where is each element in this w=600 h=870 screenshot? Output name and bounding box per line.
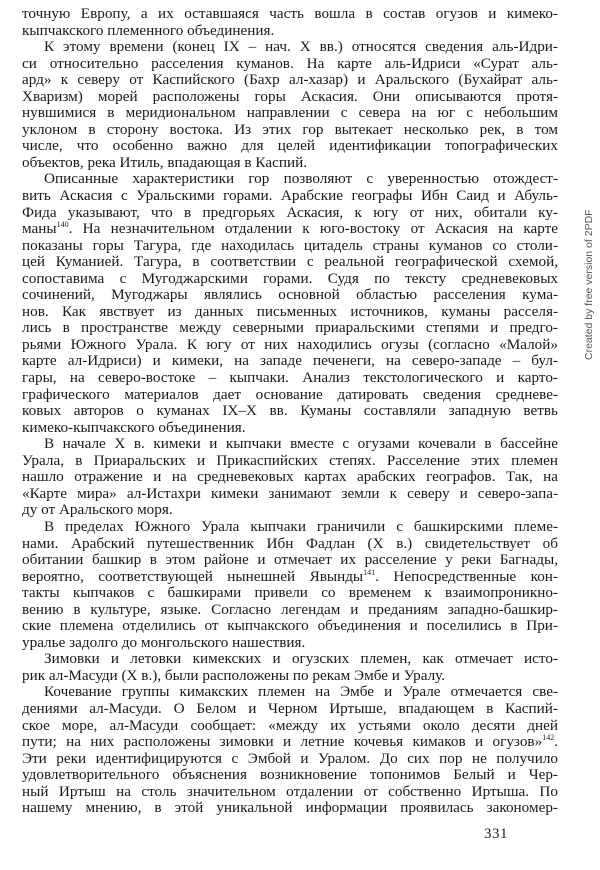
text-line <box>22 751 558 768</box>
text-line <box>22 6 558 23</box>
line-text: Зимовки и летовки кимекских и огузских племен, как отмечает исто- <box>44 650 558 668</box>
text-line <box>22 602 558 619</box>
line-text: К этому времени (конец IX – нач. X вв.) относятся сведения аль-Идри- <box>44 38 558 56</box>
text-body <box>22 6 558 817</box>
line-text: точную Европу, а их оставшаяся часть вошла в состав огузов и кимеко- <box>22 5 558 22</box>
line-text-continuation: . На незначительном отдалении к юго-востоку от Аскасия на карте <box>68 220 558 238</box>
line-text: такты кыпчаков с башкирами привели со временем к взаимопроникно- <box>22 584 558 602</box>
line-text: пути; на них расположены зимовки и летние кочевья кимаков и огузов» <box>22 733 543 751</box>
text-line <box>22 453 558 470</box>
text-line <box>22 701 558 718</box>
footnote-reference: 141 <box>363 567 376 577</box>
text-line <box>22 271 558 288</box>
text-line <box>22 353 558 370</box>
line-text: лись в пространстве между северными приаральскими степями и предго- <box>22 319 558 337</box>
line-text: рик ал-Масуди (X в.), были расположены по рекам Эмбе и Уралу. <box>22 666 446 684</box>
watermark-text: Created by free version of 2PDF <box>583 209 595 360</box>
text-line <box>22 635 558 652</box>
line-text: показаны горы Тагура, где находилась цитадель страны куманов со столи- <box>22 236 558 254</box>
line-text: ард» к северу от Каспийского (Бахр ал-хазар) и Аральского (Бухайрат аль- <box>22 71 558 89</box>
line-text: дениями ал-Масуди. О Белом и Черном Иртыше, впадающем в Каспий- <box>22 699 558 717</box>
text-line <box>22 23 558 40</box>
line-text: Эти реки идентифицируются с Эмбой и Уралом. До сих пор не получило <box>22 749 558 767</box>
line-text: рьями Южного Урала. К югу от них находились огузы (согласно «Малой» <box>22 335 558 353</box>
text-line <box>22 569 558 586</box>
text-line <box>22 254 558 271</box>
line-text: удовлетворительного объяснения возникновение топонимов Белый и Чер- <box>22 766 558 784</box>
text-line <box>22 304 558 321</box>
text-line <box>22 734 558 751</box>
text-line <box>22 337 558 354</box>
line-text: В пределах Южного Урала кыпчаки граничили с башкирскими племе- <box>44 517 558 535</box>
line-text: уралье задолго до монгольского нашествия. <box>22 633 306 651</box>
line-text-continuation: . <box>554 733 558 751</box>
line-text: ный Иртыш на столь значительном отдалении от собственно Иртыша. По <box>22 782 558 800</box>
text-line <box>22 519 558 536</box>
text-line <box>22 668 558 685</box>
line-text: В начале X в. кимеки и кыпчаки вместе с огузами кочевали в бассейне <box>44 435 558 453</box>
line-text: си относительно расселения куманов. На карте аль-Идриси «Сурат аль- <box>22 54 558 72</box>
line-text: нувшимися в меридиональном направлении с севера на юг с небольшим <box>22 104 558 122</box>
line-text: вению в культуре, языке. Согласно легендам и преданиям западно-башкир- <box>22 600 558 618</box>
line-text: объектов, река Итиль, впадающая в Каспий. <box>22 153 307 171</box>
line-text: кимеко-кыпчакского объединения. <box>22 418 246 436</box>
line-text: нашло отражение и на средневековых картах арабских географов. Так, на <box>22 468 558 486</box>
line-text: ду от Аральского моря. <box>22 501 173 519</box>
text-line <box>22 502 558 519</box>
text-line <box>22 800 558 817</box>
text-line <box>22 105 558 122</box>
page-number: 331 <box>484 826 508 842</box>
text-line <box>22 767 558 784</box>
line-text: сопоставима с Мугоджарскими горами. Судя по тексту средневековых <box>22 269 558 287</box>
line-text: уклоном в сторону востока. Из этих гор вытекает несколько рек, в том <box>22 120 558 138</box>
text-line <box>22 403 558 420</box>
text-line <box>22 155 558 172</box>
text-line <box>22 89 558 106</box>
text-line <box>22 718 558 735</box>
line-text: Фида указывают, что в предгорьях Аскасия, к югу от них, обитали ку- <box>22 203 558 221</box>
line-text: вить Аскасия с Уральскими горами. Арабские географы Ибн Саид и Абуль- <box>22 187 558 205</box>
text-line <box>22 320 558 337</box>
text-line <box>22 536 558 553</box>
line-text: сочинений, Мугоджары являлись основной областью расселения кума- <box>22 286 558 304</box>
text-line <box>22 469 558 486</box>
text-line <box>22 171 558 188</box>
line-text: нов. Как явствует из данных письменных источников, куманы расселя- <box>22 302 558 320</box>
line-text: ковых авторов о куманах IX–X вв. Куманы составляли западную ветвь <box>22 402 558 420</box>
text-line <box>22 205 558 222</box>
line-text: карте ал-Идриси) и кимеки, на западе печенеги, на северо-западе – бул- <box>22 352 558 370</box>
text-line <box>22 585 558 602</box>
line-text: вероятно, соответствующей нынешней Явынды <box>22 567 364 585</box>
line-text: обитании башкир в этом районе и отмечает их расселение у реки Багнады, <box>22 551 558 569</box>
text-line <box>22 651 558 668</box>
text-line <box>22 238 558 255</box>
line-text: цей Куманией. Тагура, в соответствии с реальной географической схемой, <box>22 253 558 271</box>
line-text: гары, на северо-востоке – кыпчаки. Анализ текстологического и карто- <box>22 369 558 387</box>
text-line <box>22 420 558 437</box>
line-text: «Карте мира» ал-Истахри кимеки занимают земли к северу и северо-запа- <box>22 484 558 502</box>
line-text: Кочевание группы кимакских племен на Эмбе и Урале отмечается све- <box>44 683 558 701</box>
footnote-reference: 142 <box>542 733 555 743</box>
line-text: нами. Арабский путешественник Ибн Фадлан (X в.) свидетельствует об <box>22 534 558 552</box>
text-line <box>22 56 558 73</box>
text-line <box>22 122 558 139</box>
line-text: ские племена отделились от кыпчакского объединения и поселились в При- <box>22 617 558 635</box>
text-line <box>22 138 558 155</box>
line-text: нашему мнению, в этой уникальной информации проявилась закономер- <box>22 799 558 817</box>
text-line <box>22 188 558 205</box>
line-text: Урала, в Приаральских и Прикаспийских степях. Расселение этих племен <box>22 451 558 469</box>
text-line <box>22 784 558 801</box>
text-line <box>22 39 558 56</box>
line-text-continuation: . Непосредственные кон- <box>375 567 558 585</box>
text-line <box>22 370 558 387</box>
text-line <box>22 221 558 238</box>
line-text: маны <box>22 220 57 238</box>
line-text: числе, что особенно важно для целей идентификации топографических <box>22 137 558 155</box>
text-line <box>22 436 558 453</box>
line-text: кыпчакского племенного объединения. <box>22 21 275 39</box>
text-line <box>22 618 558 635</box>
line-text: Хваризм) морей расположены горы Аскасия. Они описываются протя- <box>22 87 558 105</box>
text-line <box>22 684 558 701</box>
text-line <box>22 486 558 503</box>
text-line <box>22 72 558 89</box>
text-line <box>22 287 558 304</box>
line-text: ское море, ал-Масуди сообщает: «между их устьями около десяти дней <box>22 716 558 734</box>
line-text: графического материалов дает основание датировать сведения средневе- <box>22 385 558 403</box>
line-text: Описанные характеристики гор позволяют с уверенностью отождест- <box>44 170 558 188</box>
text-line <box>22 387 558 404</box>
footnote-reference: 140 <box>56 220 69 230</box>
text-line <box>22 552 558 569</box>
